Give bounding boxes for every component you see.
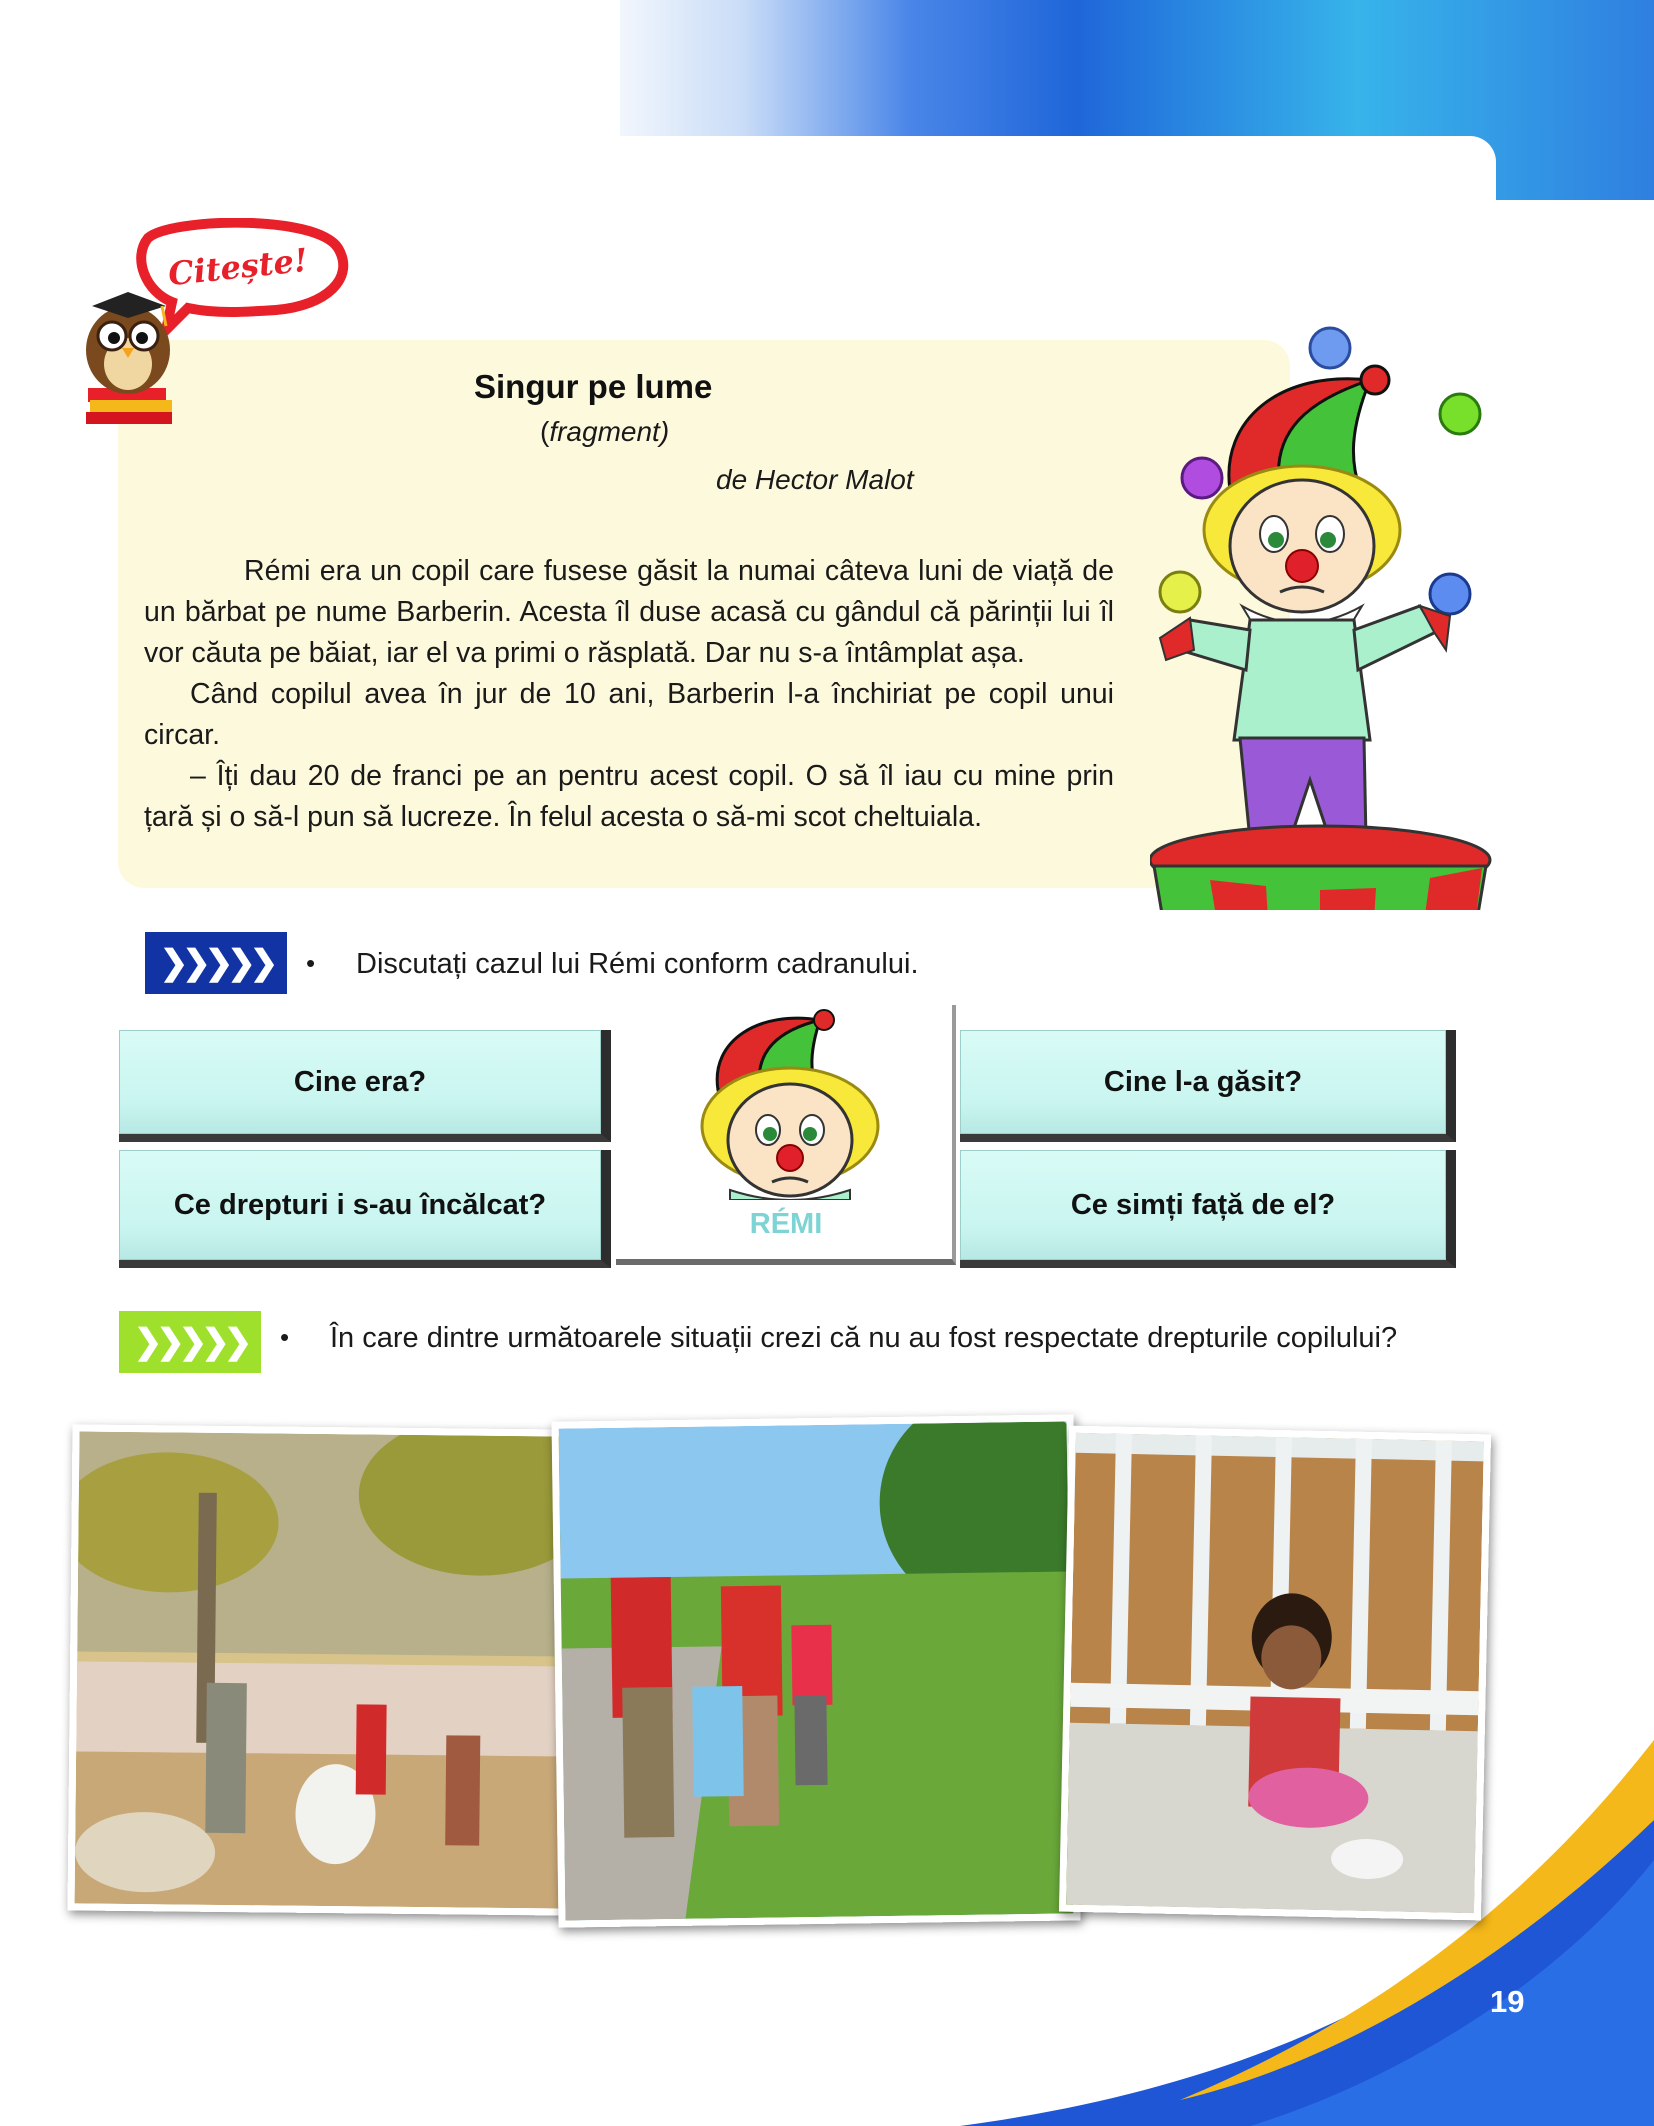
bullet: • [306, 948, 316, 978]
bullet: • [280, 1322, 290, 1352]
arrows-badge-blue: ❯❯❯❯❯ [145, 932, 287, 994]
subtitle-paren: ( [540, 416, 550, 447]
clown-face-icon [690, 1000, 890, 1200]
story-paragraph: Când copilul avea în jur de 10 ani, Barberin l-a închiriat pe copil unui circar. [144, 678, 1114, 751]
story-text [144, 551, 1114, 838]
story-paragraph: – Îți dau 20 de franci pe an pentru acest copil. O să îl iau cu mine prin țară și o să-l pun să lucreze. În felul acesta o să-mi scot cheltuiala. [144, 760, 1114, 833]
story-subtitle [540, 416, 669, 448]
question-card-rights-violated: Ce drepturi i s-au încălcat? [119, 1150, 611, 1268]
remi-label: RÉMI [749, 1208, 823, 1240]
photo-children-working-in-garbage [67, 1424, 574, 1915]
page-number: 19 [1490, 1984, 1525, 2019]
story-author: de Hector Malot [716, 464, 914, 495]
activity1-instruction: Discutați cazul lui Rémi conform cadranului. [356, 948, 919, 980]
question-card-feelings: Ce simți față de el? [960, 1150, 1456, 1268]
header-fade [0, 0, 620, 136]
photo-child-begging [1059, 1426, 1491, 1921]
badge-label: Citește! [166, 240, 310, 294]
story-paragraph: Rémi era un copil care fusese găsit la numai câteva luni de viață de un bărbat pe nume Barberin. Acesta îl duse acasă cu gândul că părinții lui îl vor căuta pe băiat, iar el va primi o răsplată. Dar nu s-a întâmplat așa. [144, 555, 1114, 669]
arrows-badge-green: ❯❯❯❯❯ [119, 1311, 261, 1373]
subtitle-word: fragment) [549, 416, 670, 447]
activity2-instruction: În care dintre următoarele situații crezi că nu au fost respectate drepturile copilului? [330, 1322, 1398, 1354]
question-card-who-found: Cine l-a găsit? [960, 1030, 1456, 1142]
story-title: Singur pe lume [474, 368, 713, 405]
photo-family-hiking [551, 1414, 1080, 1927]
question-card-who-was: Cine era? [119, 1030, 611, 1142]
juggling-clown-illustration [1150, 320, 1500, 910]
